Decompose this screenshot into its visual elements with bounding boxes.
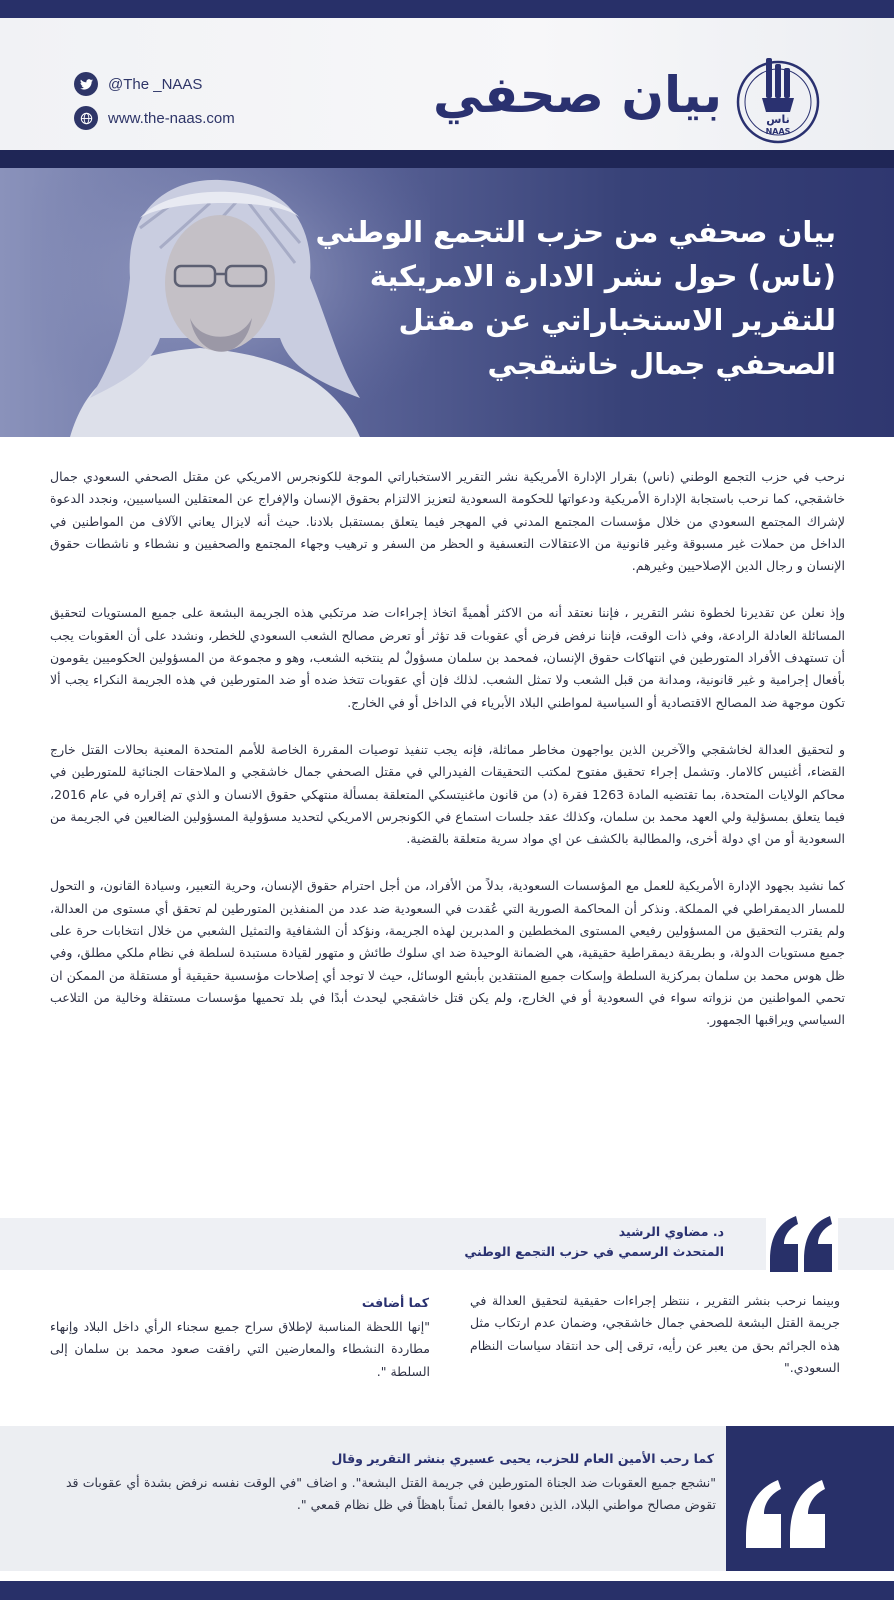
twitter-icon: [74, 72, 98, 96]
header: [0, 18, 894, 150]
paragraph-4: كما نشيد بجهود الإدارة الأمريكية للعمل مع المؤسسات السعودية، بدلاً من الأفراد، من أجل احترام حقوق الإنسان، وحرية التعبير، وسيادة القانون، و التحول للمسار الديمقراطي في المملكة. ونذكر أن المحاكمة الصورية التي عُقدت في السعودية ضد عدد من المنفذين المتورطين لم تحقق أي مستوى من العدالة، ولم يقترب التحقيق من المسؤولين رفيعي المستوى المخططين و المدبرين لهذه الجريمة، ونؤكد أن الشفافية والتمثيل الشعبي من خلال انتخابات حرة على جميع مستويات الدولة، و بطريقة ديمقراطية حقيقية، هي الضمانة الوحيدة ضد اي سلوك طائش و متهور لقيادة مستبدة لسلطة في نظام ملكي مطلق، وفي ظل هوس محمد بن سلمان بمركزية السلطة وإسكات جميع المنتقدين بأبشع الوسائل، حيث لا توجد أي إصلاحات مؤسسية حقيقية أو مستقلة من الممكن ان تحمي المواطنين من نزواته سواء في السعودية أو في الخارج، ولم يكن قتل خاشقجي ليحدث أبدًا في بلد تحميها مؤسسات مستقلة وخالية من التلاعب السياسي ويراقبها الجمهور.: [50, 878, 845, 1028]
hero-banner: [0, 150, 894, 437]
paragraph-2: وإذ نعلن عن تقديرنا لخطوة نشر التقرير ، فإننا نعتقد أنه من الاكثر أهميةً اتخاذ إجراءات ضد مرتكبي هذه الجريمة البشعة على جميع المستويات لتحقيق المسائلة العادلة الرادعة، وفي ذات الوقت، فإننا نرفض فرض أي عقوبات قد تؤثر أو تعرض مصالح الشعب السعودي للخطر، ونشدد على أن العقوبات يجب أن تستهدف الأفراد المتورطين في انتهاكات حقوق الإنسان، فمحمد بن سلمان مسؤولٌ لم ينتخبه الشعب، وهو و مجموعة من المسؤولين الحكوميين يقومون بأفعال إجرامية و غير قانونية، ومدانة من قبل الشعب ولا تمثل الشعب. لذلك فإن أي عقوبات تتخذ ضده أو ضد المتورطين في هذه الجريمة النكراء يجب ألا تكون موجهة ضد المصالح الاقتصادية أو السياسية لمواطني البلاد الأبرياء في الداخل أو في الخارج.: [50, 605, 845, 710]
statement-body: [50, 466, 845, 1057]
naas-logo: [732, 56, 824, 148]
paragraph-3: و لتحقيق العدالة لخاشقجي والآخرين الذين يواجهون مخاطر مماثلة، فإنه يجب تنفيذ توصيات المقررة الخاصة للأمم المتحدة المعنية بحالات القتل خارج القضاء، أغنيس كالامار. وتشمل إجراء تحقيق مفتوح لمكتب التحقيقات الفيدرالي في مقتل الصحفي جمال خاشقجي و الملاحقات الجنائية للمتورطين في محاكم الولايات المتحدة، بما تقتضيه المادة 1263 فقرة (د) من قانون ماغنيتسكي المتعلقة بمسألة منتهكي حقوق الانسان و الذي تم إقراره في عام 2016، فيما يتعلق بمسؤلية ولي العهد محمد بن سلمان، وكذلك عقد جلسات استماع في الكونجرس الامريكي لتحديد مسؤولية المسؤولين الضالعين في الجريمة من السعودية أو من اي دولة أخرى، والمطالبة بالكشف عن اي مواد سرية متعلقة بالقضية.: [50, 741, 846, 847]
twitter-handle[interactable]: @The _NAAS: [108, 75, 203, 93]
quote-icon: [726, 1426, 894, 1571]
footer-band: [0, 1581, 894, 1600]
twitter-contact[interactable]: [74, 70, 235, 98]
speaker-name: د. مضاوي الرشيد: [618, 1224, 724, 1239]
logo-sub: NAAS: [765, 127, 791, 136]
website-contact[interactable]: [74, 104, 235, 132]
added-quote-title: كما أضافت: [361, 1295, 429, 1310]
quote-icon: [766, 1210, 838, 1280]
top-band: [0, 0, 894, 18]
hero-title: بيان صحفي من حزب التجمع الوطني (ناس) حول نشر الادارة الامريكية للتقرير الاستخباراتي عن مقتل الصحفي جمال خاشقجي: [315, 215, 836, 381]
speaker-role: المتحدث الرسمي في حزب التجمع الوطني: [464, 1244, 724, 1259]
page-title: بيان صحفي: [433, 66, 722, 124]
speaker-band: [0, 1218, 894, 1270]
paragraph-1: نرحب في حزب التجمع الوطني (ناس) بقرار الإدارة الأمريكية نشر التقرير الاستخباراتي الموجة للكونجرس الامريكي عن مقتل الصحفي السعودي جمال خاشقجي، كما نرحب باستجابة الإدارة الأمريكية ودعواتها للحكومة السعودية لتعزيز الالتزام بحقوق الإنسان والإفراج عن المعتقلين السياسيين، ونجدد الدعوة لإشراك المجتمع السعودي من خلال مؤسسات المجتمع المدني في المهجر فيما يتعلق بمستقبل بلادنا. حيث أنه لايزال يعاني الآلاف من المواطنين في الداخل من حملات غير مسبوقة وغير قانونية من الاعتقالات التعسفية و الحظر من السفر و ترهيب وجهاء المجتمع والصحفيين و نشطاء و ناشطات حقوق الإنسان و رجال الدين الإصلاحيين وغيرهم.: [50, 469, 845, 574]
secretary-quote-text: "نشجع جميع العقوبات ضد الجناة المتورطين في جريمة القتل البشعة". و اضاف "في الوقت نفسه نرفض بشدة أي عقوبات قد تقوض مصالح مواطني البلاد، الذين دفعوا بالفعل ثمناً باهظاً في ظل نظام قمعي ".: [66, 1475, 716, 1513]
secretary-quote-title: كما رحب الأمين العام للحزب، يحيى عسيري بنشر التقرير وقال: [331, 1451, 714, 1466]
website-link[interactable]: www.the-naas.com: [108, 109, 235, 127]
quote-icon-box: [726, 1426, 894, 1571]
speaker-quote: وبينما نرحب بنشر التقرير ، ننتظر إجراءات حقيقية لتحقيق العدالة في جريمة القتل البشعة للصحفي جمال خاشقجي، وضمان عدم ارتكاب مثل هذه الجرائم بحق من يعبر عن رأيه، ترقى إلى حد انتقاد سياسات النظام السعودي.": [470, 1293, 840, 1375]
added-quote-text: "إنها اللحظة المناسبة لإطلاق سراح جميع سجناء الرأي داخل البلاد وإنهاء مطاردة النشطاء والمعارضين التي رافقت صعود محمد بن سلمان إلى السلطة ".: [50, 1319, 430, 1379]
globe-icon: [74, 106, 98, 130]
logo-text: ناس: [766, 113, 790, 126]
hero-top-band: [0, 150, 894, 168]
contact-list: [74, 70, 235, 138]
